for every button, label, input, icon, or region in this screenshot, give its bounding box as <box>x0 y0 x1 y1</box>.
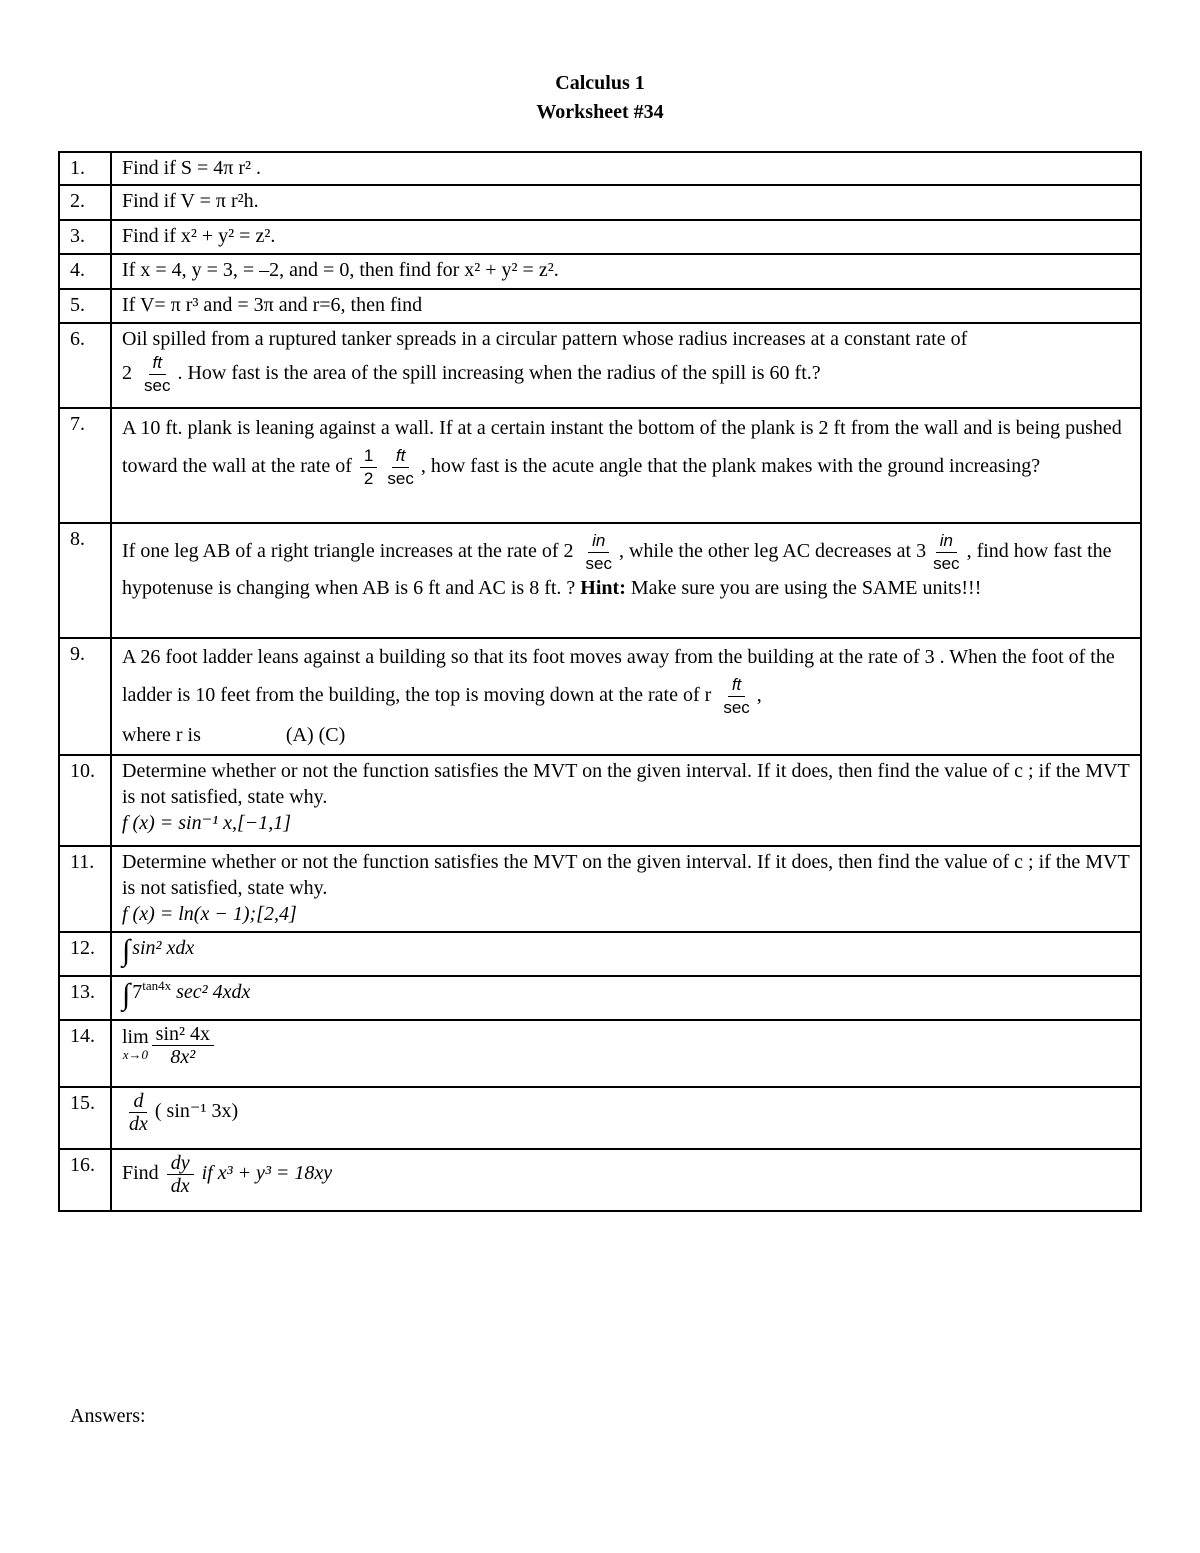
problem-text <box>111 323 1141 408</box>
fraction-denominator: dx <box>170 1175 190 1197</box>
unit-fraction <box>719 674 753 719</box>
problem-text <box>111 408 1141 523</box>
integrand-exponent: tan4x <box>142 978 172 993</box>
limit-fraction <box>152 1023 214 1068</box>
problem-number: 1. <box>59 152 111 185</box>
problem-row <box>59 185 1141 220</box>
integrand-base: 7 <box>132 981 143 1003</box>
fraction-denominator: 8x² <box>170 1046 196 1068</box>
problem-text-part: where r is <box>122 724 201 746</box>
problem-row <box>59 638 1141 755</box>
integrand: sec² 4xdx <box>176 981 251 1003</box>
problem-text <box>111 976 1141 1020</box>
derivative-operator <box>125 1090 152 1135</box>
fraction-numerator: sin² 4x <box>152 1023 214 1046</box>
problem-text: Find if V = π r²h. <box>111 185 1141 220</box>
rate-coefficient: 2 <box>563 540 574 563</box>
problem-row <box>59 1020 1141 1087</box>
fraction-numerator: ft <box>149 352 166 375</box>
unit-fraction <box>582 530 616 575</box>
integral-sign: ∫ <box>122 978 131 1011</box>
answers-label: Answers: <box>70 1405 146 1427</box>
problem-table <box>58 151 1142 1212</box>
problem-text <box>111 1020 1141 1087</box>
fraction-denominator: sec <box>585 554 612 573</box>
problem-text <box>111 846 1141 932</box>
hint-label: Hint: <box>580 577 626 599</box>
problem-row <box>59 152 1141 185</box>
problem-row <box>59 220 1141 254</box>
problem-text <box>111 932 1141 976</box>
problem-number: 2. <box>59 185 111 220</box>
problem-text-part: , how fast is the acute angle that the plank makes with the ground increasing? <box>420 455 1041 478</box>
problem-row <box>59 289 1141 323</box>
fraction-denominator: 2 <box>363 469 374 488</box>
problem-number: 4. <box>59 254 111 289</box>
problem-text-part: . How fast is the area of the spill increasing when the radius of the spill is 60 ft.? <box>177 362 821 385</box>
problem-number: 16. <box>59 1149 111 1211</box>
implicit-equation: if x³ + y³ = 18xy <box>201 1162 333 1185</box>
problem-row <box>59 408 1141 523</box>
fraction-numerator: in <box>936 530 957 553</box>
function-formula: f (x) = sin⁻¹ x,[−1,1] <box>122 812 292 834</box>
rate-fraction <box>360 445 377 490</box>
derivative-argument: ( sin⁻¹ 3x) <box>154 1100 239 1123</box>
problem-row <box>59 323 1141 408</box>
problem-text <box>111 1087 1141 1149</box>
fraction-numerator: in <box>588 530 609 553</box>
problem-text: Find if x² + y² = z². <box>111 220 1141 254</box>
fraction-denominator: sec <box>723 698 750 717</box>
fraction-numerator: dy <box>167 1152 194 1175</box>
worksheet-title: Calculus 1 <box>555 72 645 94</box>
problem-number: 11. <box>59 846 111 932</box>
unit-fraction <box>383 445 417 490</box>
problem-row <box>59 1149 1141 1211</box>
problem-number: 14. <box>59 1020 111 1087</box>
find-label: Find <box>122 1162 159 1185</box>
problem-row <box>59 523 1141 638</box>
fraction-numerator: ft <box>728 674 745 697</box>
problem-text <box>111 638 1141 755</box>
problem-text: If x = 4, y = 3, = –2, and = 0, then find for x² + y² = z². <box>111 254 1141 289</box>
rate-coefficient: 3 <box>916 540 927 563</box>
problem-text-part: If one leg AB of a right triangle increases at the rate of <box>122 540 559 563</box>
fraction-denominator: dx <box>129 1113 148 1135</box>
problem-number: 12. <box>59 932 111 976</box>
problem-number: 8. <box>59 523 111 638</box>
problem-text: Find if S = 4π r² . <box>111 152 1141 185</box>
hint-text: Make sure you are using the SAME units!!! <box>630 577 982 599</box>
problem-text-part: A 10 ft. plank is leaning against a wall. If at a certain instant the bottom of the plank is 2 ft from the wall and is being pushed toward the wall at the rate of <box>122 417 1122 478</box>
fraction-denominator: sec <box>387 469 414 488</box>
problem-row <box>59 1087 1141 1149</box>
limit-subscript: x→0 <box>122 1046 148 1062</box>
answer-choices: (A) (C) <box>285 724 346 746</box>
problem-text <box>111 1149 1141 1211</box>
problem-text <box>111 755 1141 846</box>
fraction-denominator: sec <box>933 554 960 573</box>
integral-sign: ∫ <box>122 934 131 967</box>
problem-text-part: A 26 foot ladder leans against a building so that its foot moves away from the building at the rate of 3 . When the foot of the ladder is 10 feet from the building, the top is moving down at the rate of r <box>122 646 1115 707</box>
problem-row <box>59 846 1141 932</box>
problem-row <box>59 932 1141 976</box>
problem-text-part: Determine whether or not the function satisfies the MVT on the given interval. If it does, then find the value of c ; if the MVT is not satisfied, state why. <box>122 851 1130 899</box>
fraction-numerator: d <box>129 1090 147 1113</box>
limit-label: lim <box>122 1025 149 1048</box>
problem-number: 13. <box>59 976 111 1020</box>
fraction-denominator: sec <box>144 376 171 395</box>
fraction-numerator: ft <box>392 445 409 468</box>
problem-number: 3. <box>59 220 111 254</box>
integrand: sin² xdx <box>132 937 195 959</box>
problem-number: 5. <box>59 289 111 323</box>
problem-row <box>59 755 1141 846</box>
problem-number: 9. <box>59 638 111 755</box>
problem-row <box>59 254 1141 289</box>
limit-operator <box>122 1025 149 1064</box>
problem-text-part: Determine whether or not the function satisfies the MVT on the given interval. If it does, then find the value of c ; if the MVT is not satisfied, state why. <box>122 760 1130 808</box>
problem-text-part: , find how fast the hypotenuse is changing when AB is 6 ft and AC is 8 ft. ? <box>122 540 1112 599</box>
problem-text: If V= π r³ and = 3π and r=6, then find <box>111 289 1141 323</box>
worksheet-subtitle: Worksheet #34 <box>536 101 664 123</box>
problem-text-part: , while the other leg AC decreases at <box>618 540 912 563</box>
problem-number: 6. <box>59 323 111 408</box>
problem-text-part: , <box>756 684 762 707</box>
derivative-operator <box>167 1152 194 1197</box>
problem-row <box>59 976 1141 1020</box>
problem-text <box>111 523 1141 638</box>
fraction-numerator: 1 <box>360 445 377 468</box>
rate-coefficient: 2 <box>122 362 132 385</box>
problem-number: 10. <box>59 755 111 846</box>
rate-fraction <box>140 352 174 397</box>
problem-number: 7. <box>59 408 111 523</box>
unit-fraction <box>929 530 963 575</box>
function-formula: f (x) = ln(x − 1);[2,4] <box>122 903 297 925</box>
problem-number: 15. <box>59 1087 111 1149</box>
problem-text-part: Oil spilled from a ruptured tanker spreads in a circular pattern whose radius increases at a constant rate of <box>122 328 968 350</box>
